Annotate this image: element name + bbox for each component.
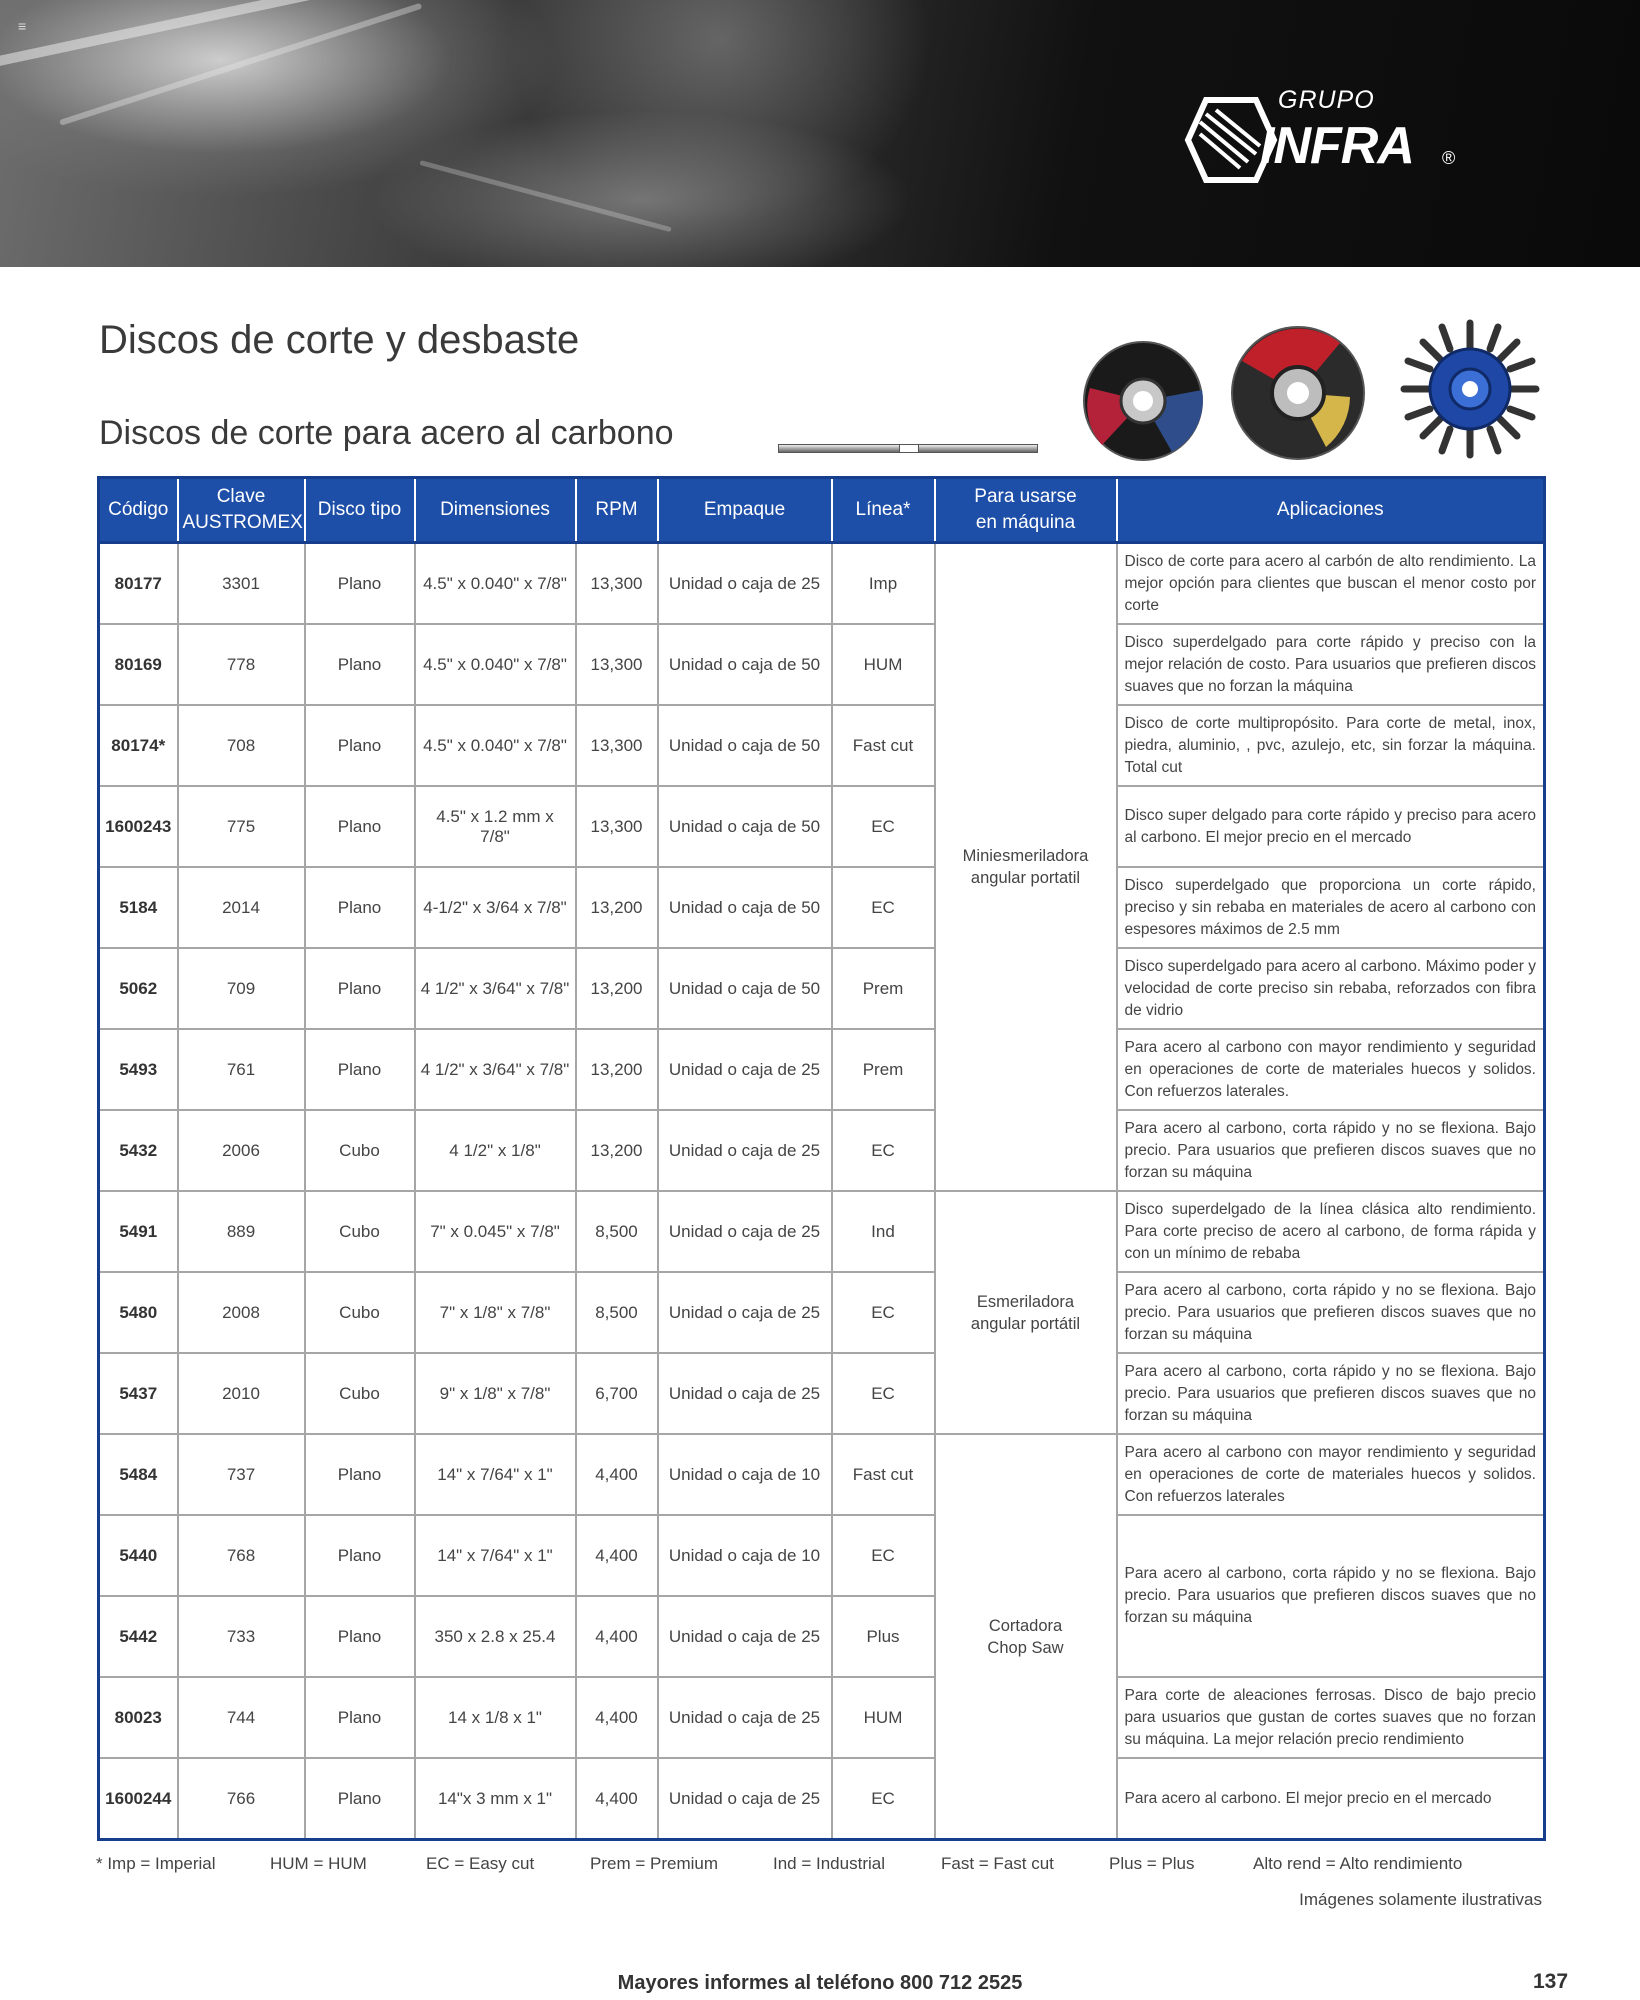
line-cell: EC xyxy=(832,786,935,867)
austromex-key-cell: 761 xyxy=(178,1029,305,1110)
austromex-key-cell: 708 xyxy=(178,705,305,786)
package-cell: Unidad o caja de 50 xyxy=(658,867,832,948)
dimensions-cell: 14"x 3 mm x 1" xyxy=(415,1758,576,1840)
legend-item: Prem = Premium xyxy=(590,1854,718,1873)
application-cell: Disco superdelgado para corte rápido y preciso con la mejor relación de costo. Para usuarios que prefieren discos suaves que no forzan la máquina xyxy=(1117,624,1545,705)
dimensions-cell: 9" x 1/8" x 7/8" xyxy=(415,1353,576,1434)
line-cell: EC xyxy=(832,867,935,948)
line-cell: HUM xyxy=(832,624,935,705)
grupo-infra-logo xyxy=(1178,86,1468,186)
column-header-label: en máquina xyxy=(975,512,1076,533)
cutting-disc-image xyxy=(1082,340,1204,462)
application-cell: Para acero al carbono, corta rápido y no se flexiona. Bajo precio. Para usuarios que prefieren discos suaves que no forzan su máquina xyxy=(1117,1110,1545,1191)
dimensions-cell: 4 1/2" x 1/8" xyxy=(415,1110,576,1191)
disc-type-cell: Cubo xyxy=(305,1353,415,1434)
machine-label: angular portatil xyxy=(970,869,1081,887)
table-row xyxy=(99,1353,1545,1434)
column-header-label: AUSTROMEX xyxy=(182,512,303,533)
line-cell: EC xyxy=(832,1515,935,1596)
application-cell: Para acero al carbono con mayor rendimiento y seguridad en operaciones de corte de materiales huecos y solidos. Con refuerzos laterales xyxy=(1117,1434,1545,1515)
disc-type-cell: Plano xyxy=(305,1515,415,1596)
line-cell: EC xyxy=(832,1272,935,1353)
line-cell: Fast cut xyxy=(832,1434,935,1515)
application-cell: Para acero al carbono, corta rápido y no se flexiona. Bajo precio. Para usuarios que prefieren discos suaves que no forzan su máquina xyxy=(1117,1515,1545,1677)
banner-streak xyxy=(59,3,422,126)
austromex-key-cell: 733 xyxy=(178,1596,305,1677)
footer-contact: Mayores informes al teléfono 800 712 2525 xyxy=(617,1972,1023,1994)
line-cell: Ind xyxy=(832,1191,935,1272)
rpm-cell: 4,400 xyxy=(576,1515,658,1596)
rpm-cell: 4,400 xyxy=(576,1677,658,1758)
austromex-key-cell: 778 xyxy=(178,624,305,705)
dimensions-cell: 4.5" x 0.040" x 7/8" xyxy=(415,705,576,786)
application-cell: Para acero al carbono, corta rápido y no se flexiona. Bajo precio. Para usuarios que prefieren discos suaves que no forzan su máquina xyxy=(1117,1353,1545,1434)
table-row xyxy=(99,543,1545,625)
column-header-label: Empaque xyxy=(703,499,786,520)
line-cell: Imp xyxy=(832,543,935,625)
legend-item: EC = Easy cut xyxy=(426,1854,535,1873)
menu-icon[interactable]: ≡ xyxy=(18,18,27,34)
logo-registered-mark: ® xyxy=(1442,148,1456,168)
machine-cell xyxy=(935,543,1117,1192)
disc-type-cell: Plano xyxy=(305,1596,415,1677)
package-cell: Unidad o caja de 25 xyxy=(658,1110,832,1191)
dimensions-cell: 4.5" x 0.040" x 7/8" xyxy=(415,624,576,705)
dimensions-cell: 4.5" x 0.040" x 7/8" xyxy=(415,543,576,625)
disc-type-cell: Plano xyxy=(305,624,415,705)
rpm-cell: 13,300 xyxy=(576,786,658,867)
disc-type-cell: Cubo xyxy=(305,1110,415,1191)
table-row xyxy=(99,1515,1545,1596)
dimensions-cell: 4 1/2" x 3/64" x 7/8" xyxy=(415,948,576,1029)
application-cell: Disco de corte para acero al carbón de alto rendimiento. La mejor opción para clientes que buscan el menor costo por corte xyxy=(1117,543,1545,625)
page-number: 137 xyxy=(1533,1970,1569,1993)
column-header-label: Línea* xyxy=(855,499,911,520)
austromex-key-cell: 2014 xyxy=(178,867,305,948)
product-table xyxy=(97,476,1546,1841)
table-row xyxy=(99,867,1545,948)
package-cell: Unidad o caja de 50 xyxy=(658,705,832,786)
application-cell: Disco superdelgado que proporciona un corte rápido, preciso y sin rebaba en materiales de acero al carbono con espesores máximos de 2.5 mm xyxy=(1117,867,1545,948)
table-row xyxy=(99,1677,1545,1758)
application-cell: Para corte de aleaciones ferrosas. Disco de bajo precio para usuarios que gustan de cortes suaves que no forzan su máquina. La mejor relación precio rendimiento xyxy=(1117,1677,1545,1758)
column-header xyxy=(576,478,658,543)
austromex-key-cell: 3301 xyxy=(178,543,305,625)
table-row xyxy=(99,1029,1545,1110)
package-cell: Unidad o caja de 25 xyxy=(658,1758,832,1840)
line-cell: EC xyxy=(832,1353,935,1434)
table-header-row xyxy=(99,478,1545,543)
table-row xyxy=(99,624,1545,705)
dimensions-cell: 14" x 7/64" x 1" xyxy=(415,1434,576,1515)
table-row xyxy=(99,1434,1545,1515)
rpm-cell: 13,200 xyxy=(576,1110,658,1191)
table-row xyxy=(99,1191,1545,1272)
table-body xyxy=(99,543,1545,1840)
product-code-cell: 5184 xyxy=(99,867,178,948)
disc-type-cell: Plano xyxy=(305,1677,415,1758)
disc-type-cell: Cubo xyxy=(305,1191,415,1272)
package-cell: Unidad o caja de 25 xyxy=(658,1353,832,1434)
line-cell: Prem xyxy=(832,1029,935,1110)
line-cell: Plus xyxy=(832,1596,935,1677)
legend-item: Fast = Fast cut xyxy=(941,1854,1054,1873)
line-cell: EC xyxy=(832,1758,935,1840)
package-cell: Unidad o caja de 10 xyxy=(658,1434,832,1515)
dimensions-cell: 7" x 0.045" x 7/8" xyxy=(415,1191,576,1272)
column-header xyxy=(832,478,935,543)
legend-item: HUM = HUM xyxy=(270,1854,367,1873)
illustrative-note: Imágenes solamente ilustrativas xyxy=(1299,1890,1542,1909)
disc-type-cell: Cubo xyxy=(305,1272,415,1353)
column-header xyxy=(415,478,576,543)
column-header-label: Disco tipo xyxy=(317,499,402,520)
dimensions-cell: 4 1/2" x 3/64" x 7/8" xyxy=(415,1029,576,1110)
austromex-key-cell: 775 xyxy=(178,786,305,867)
table-row xyxy=(99,948,1545,1029)
table-row xyxy=(99,1110,1545,1191)
austromex-key-cell: 2008 xyxy=(178,1272,305,1353)
austromex-key-cell: 2010 xyxy=(178,1353,305,1434)
logo-infra-text: INFRA xyxy=(1260,117,1414,175)
column-header-label: Dimensiones xyxy=(440,499,550,520)
austromex-key-cell: 889 xyxy=(178,1191,305,1272)
table-row xyxy=(99,705,1545,786)
austromex-key-cell: 737 xyxy=(178,1434,305,1515)
product-code-cell: 5480 xyxy=(99,1272,178,1353)
dimensions-cell: 14" x 7/64" x 1" xyxy=(415,1515,576,1596)
rpm-cell: 13,200 xyxy=(576,1029,658,1110)
column-header xyxy=(658,478,832,543)
table-row xyxy=(99,1272,1545,1353)
logo-grupo-text: GRUPO xyxy=(1278,86,1375,114)
product-code-cell: 80023 xyxy=(99,1677,178,1758)
machine-label: Esmeriladora xyxy=(976,1292,1075,1311)
application-cell: Para acero al carbono. El mejor precio en el mercado xyxy=(1117,1758,1545,1840)
column-header xyxy=(99,478,178,543)
twisted-wire-brush-image xyxy=(1398,317,1542,461)
column-header-label: Clave xyxy=(216,486,266,507)
austromex-key-cell: 744 xyxy=(178,1677,305,1758)
package-cell: Unidad o caja de 25 xyxy=(658,1191,832,1272)
rpm-cell: 13,200 xyxy=(576,867,658,948)
product-code-cell: 80177 xyxy=(99,543,178,625)
package-cell: Unidad o caja de 50 xyxy=(658,948,832,1029)
disc-type-cell: Plano xyxy=(305,786,415,867)
product-code-cell: 5484 xyxy=(99,1434,178,1515)
dimensions-cell: 4-1/2" x 3/64 x 7/8" xyxy=(415,867,576,948)
dimensions-cell: 350 x 2.8 x 25.4 xyxy=(415,1596,576,1677)
table-row xyxy=(99,1758,1545,1840)
rpm-cell: 4,400 xyxy=(576,1758,658,1840)
product-code-cell: 5062 xyxy=(99,948,178,1029)
product-code-cell: 5440 xyxy=(99,1515,178,1596)
dimensions-cell: 7" x 1/8" x 7/8" xyxy=(415,1272,576,1353)
application-cell: Para acero al carbono con mayor rendimiento y seguridad en operaciones de corte de materiales huecos y solidos. Con refuerzos laterales. xyxy=(1117,1029,1545,1110)
legend-item: * Imp = Imperial xyxy=(96,1854,216,1873)
product-code-cell: 5432 xyxy=(99,1110,178,1191)
column-header-label: RPM xyxy=(595,499,638,520)
thin-disc-side-view-image xyxy=(778,444,1038,453)
package-cell: Unidad o caja de 25 xyxy=(658,1596,832,1677)
rpm-cell: 13,300 xyxy=(576,705,658,786)
legend-item: Alto rend = Alto rendimiento xyxy=(1253,1854,1463,1873)
machine-label: Chop Saw xyxy=(987,1638,1064,1657)
product-code-cell: 80169 xyxy=(99,624,178,705)
machine-label: Cortadora xyxy=(988,1616,1063,1635)
austromex-key-cell: 709 xyxy=(178,948,305,1029)
disc-type-cell: Plano xyxy=(305,1758,415,1840)
header-banner-photo xyxy=(0,0,1640,267)
package-cell: Unidad o caja de 50 xyxy=(658,786,832,867)
dimensions-cell: 14 x 1/8 x 1" xyxy=(415,1677,576,1758)
rpm-cell: 4,400 xyxy=(576,1434,658,1515)
rpm-cell: 6,700 xyxy=(576,1353,658,1434)
package-cell: Unidad o caja de 25 xyxy=(658,1029,832,1110)
product-code-cell: 80174* xyxy=(99,705,178,786)
column-header-label: Código xyxy=(108,499,169,520)
disc-type-cell: Plano xyxy=(305,705,415,786)
rpm-cell: 8,500 xyxy=(576,1272,658,1353)
austromex-key-cell: 2006 xyxy=(178,1110,305,1191)
application-cell: Disco de corte multipropósito. Para corte de metal, inox, piedra, aluminio, , pvc, azulejo, etc, sin forzar la máquina. Total cut xyxy=(1117,705,1545,786)
product-code-cell: 5493 xyxy=(99,1029,178,1110)
product-code-cell: 5491 xyxy=(99,1191,178,1272)
machine-cell xyxy=(935,1434,1117,1840)
legend-item: Plus = Plus xyxy=(1109,1854,1195,1873)
page-title: Discos de corte y desbaste xyxy=(99,318,580,362)
disc-type-cell: Plano xyxy=(305,1029,415,1110)
disc-type-cell: Plano xyxy=(305,1434,415,1515)
line-cell: Prem xyxy=(832,948,935,1029)
application-cell: Para acero al carbono, corta rápido y no se flexiona. Bajo precio. Para usuarios que prefieren discos suaves que no forzan su máquina xyxy=(1117,1272,1545,1353)
machine-label: angular portátil xyxy=(970,1314,1081,1333)
package-cell: Unidad o caja de 10 xyxy=(658,1515,832,1596)
column-header xyxy=(935,478,1117,543)
austromex-key-cell: 768 xyxy=(178,1515,305,1596)
package-cell: Unidad o caja de 50 xyxy=(658,624,832,705)
rpm-cell: 4,400 xyxy=(576,1596,658,1677)
package-cell: Unidad o caja de 25 xyxy=(658,1677,832,1758)
disc-type-cell: Plano xyxy=(305,948,415,1029)
line-cell: EC xyxy=(832,1110,935,1191)
column-header xyxy=(305,478,415,543)
product-code-cell: 5437 xyxy=(99,1353,178,1434)
machine-cell xyxy=(935,1191,1117,1434)
product-code-cell: 1600244 xyxy=(99,1758,178,1840)
column-header-label: Aplicaciones xyxy=(1276,499,1384,520)
rpm-cell: 13,300 xyxy=(576,543,658,625)
disc-type-cell: Plano xyxy=(305,543,415,625)
package-cell: Unidad o caja de 25 xyxy=(658,1272,832,1353)
package-cell: Unidad o caja de 25 xyxy=(658,543,832,625)
legend-item: Ind = Industrial xyxy=(773,1854,885,1873)
line-cell: HUM xyxy=(832,1677,935,1758)
application-cell: Disco superdelgado de la línea clásica alto rendimiento. Para corte preciso de acero al carbono, de forma rápida y con un mínimo de rebaba xyxy=(1117,1191,1545,1272)
column-header xyxy=(178,478,305,543)
product-code-cell: 5442 xyxy=(99,1596,178,1677)
rpm-cell: 13,300 xyxy=(576,624,658,705)
banner-streak xyxy=(419,160,671,232)
austromex-key-cell: 766 xyxy=(178,1758,305,1840)
product-code-cell: 1600243 xyxy=(99,786,178,867)
column-header-label: Para usarse xyxy=(974,486,1077,507)
dimensions-cell: 4.5" x 1.2 mm x 7/8" xyxy=(415,786,576,867)
section-title: Discos de corte para acero al carbono xyxy=(99,414,674,452)
application-cell: Disco super delgado para corte rápido y preciso para acero al carbono. El mejor precio en el mercado xyxy=(1117,786,1545,867)
rpm-cell: 8,500 xyxy=(576,1191,658,1272)
line-cell: Fast cut xyxy=(832,705,935,786)
column-header xyxy=(1117,478,1545,543)
depressed-center-disc-image xyxy=(1230,325,1366,461)
rpm-cell: 13,200 xyxy=(576,948,658,1029)
disc-type-cell: Plano xyxy=(305,867,415,948)
machine-label: Miniesmeriladora xyxy=(962,847,1089,865)
table-row xyxy=(99,786,1545,867)
application-cell: Disco superdelgado para acero al carbono. Máximo poder y velocidad de corte preciso sin rebaba, reforzados con fibra de vidrio xyxy=(1117,948,1545,1029)
